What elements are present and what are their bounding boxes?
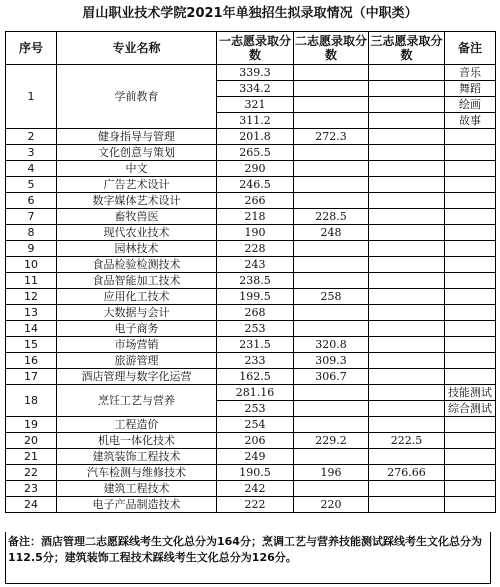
cell-seq: 6 bbox=[6, 193, 57, 209]
cell-first: 266 bbox=[217, 193, 294, 209]
cell-note: 综合测试 bbox=[445, 401, 496, 417]
cell-third bbox=[369, 145, 445, 161]
cell-third bbox=[369, 257, 445, 273]
cell-major: 园林技术 bbox=[57, 241, 217, 257]
cell-major: 大数据与会计 bbox=[57, 305, 217, 321]
cell-seq: 3 bbox=[6, 145, 57, 161]
cell-note bbox=[445, 257, 496, 273]
cell-second bbox=[294, 113, 369, 129]
cell-major: 电子商务 bbox=[57, 321, 217, 337]
page-title: 眉山职业技术学院2021年单独招生拟录取情况（中职类） bbox=[82, 6, 418, 21]
cell-major: 建筑工程技术 bbox=[57, 481, 217, 497]
cell-seq: 14 bbox=[6, 321, 57, 337]
cell-note bbox=[445, 481, 496, 497]
cell-major: 文化创意与策划 bbox=[57, 145, 217, 161]
cell-third bbox=[369, 273, 445, 289]
cell-note: 音乐 bbox=[445, 65, 496, 81]
cell-first: 199.5 bbox=[217, 289, 294, 305]
cell-first: 290 bbox=[217, 161, 294, 177]
cell-seq: 10 bbox=[6, 257, 57, 273]
cell-seq: 13 bbox=[6, 305, 57, 321]
cell-second bbox=[294, 273, 369, 289]
table-row bbox=[6, 369, 496, 385]
cell-first: 339.3 bbox=[217, 65, 294, 81]
cell-first: 334.2 bbox=[217, 81, 294, 97]
cell-first: 238.5 bbox=[217, 273, 294, 289]
cell-note: 技能测试 bbox=[445, 385, 496, 401]
cell-major: 食品检验检测技术 bbox=[57, 257, 217, 273]
header-third-choice: 三志愿录取分数 bbox=[369, 32, 445, 65]
cell-seq: 2 bbox=[6, 129, 57, 145]
cell-second: 229.2 bbox=[294, 433, 369, 449]
cell-major: 健身指导与管理 bbox=[57, 129, 217, 145]
cell-note bbox=[445, 321, 496, 337]
cell-third bbox=[369, 449, 445, 465]
cell-first: 190.5 bbox=[217, 465, 294, 481]
cell-seq: 9 bbox=[6, 241, 57, 257]
cell-seq: 19 bbox=[6, 417, 57, 433]
cell-first: 228 bbox=[217, 241, 294, 257]
cell-first: 162.5 bbox=[217, 369, 294, 385]
cell-note bbox=[445, 273, 496, 289]
cell-third: 222.5 bbox=[369, 433, 445, 449]
cell-second bbox=[294, 417, 369, 433]
cell-third bbox=[369, 97, 445, 113]
cell-note bbox=[445, 241, 496, 257]
cell-third bbox=[369, 209, 445, 225]
cell-third bbox=[369, 353, 445, 369]
cell-seq: 23 bbox=[6, 481, 57, 497]
cell-major: 食品智能加工技术 bbox=[57, 273, 217, 289]
cell-note bbox=[445, 369, 496, 385]
cell-third bbox=[369, 81, 445, 97]
cell-note bbox=[445, 337, 496, 353]
cell-note bbox=[445, 161, 496, 177]
cell-third bbox=[369, 193, 445, 209]
cell-third bbox=[369, 401, 445, 417]
cell-note bbox=[445, 417, 496, 433]
cell-third bbox=[369, 161, 445, 177]
footnote: 备注：酒店管理二志愿踩线考生文化总分为164分；烹调工艺与营养技能测试踩线考生文化总分为112.5分；建筑装饰工程技术踩线考生文化总分为126分。 bbox=[5, 532, 491, 584]
header-second-choice: 二志愿录取分数 bbox=[294, 32, 369, 65]
admission-table bbox=[5, 31, 496, 513]
cell-second bbox=[294, 449, 369, 465]
cell-note bbox=[445, 497, 496, 513]
table-row bbox=[6, 241, 496, 257]
cell-note bbox=[445, 289, 496, 305]
cell-seq: 8 bbox=[6, 225, 57, 241]
cell-major: 畜牧兽医 bbox=[57, 209, 217, 225]
cell-third bbox=[369, 225, 445, 241]
cell-third bbox=[369, 481, 445, 497]
cell-second: 248 bbox=[294, 225, 369, 241]
cell-first: 311.2 bbox=[217, 113, 294, 129]
cell-seq: 1 bbox=[6, 65, 57, 129]
header-major: 专业名称 bbox=[57, 32, 217, 65]
cell-seq: 16 bbox=[6, 353, 57, 369]
cell-second bbox=[294, 177, 369, 193]
cell-first: 218 bbox=[217, 209, 294, 225]
cell-major: 工程造价 bbox=[57, 417, 217, 433]
cell-major: 广告艺术设计 bbox=[57, 177, 217, 193]
cell-seq: 4 bbox=[6, 161, 57, 177]
cell-major: 中文 bbox=[57, 161, 217, 177]
cell-major: 酒店管理与数字化运营 bbox=[57, 369, 217, 385]
cell-major: 烹饪工艺与营养 bbox=[57, 385, 217, 417]
cell-second: 306.7 bbox=[294, 369, 369, 385]
header-note: 备注 bbox=[445, 32, 496, 65]
cell-third bbox=[369, 113, 445, 129]
cell-major: 学前教育 bbox=[57, 65, 217, 129]
cell-third bbox=[369, 129, 445, 145]
table-row bbox=[6, 417, 496, 433]
cell-major: 市场营销 bbox=[57, 337, 217, 353]
cell-note: 绘画 bbox=[445, 97, 496, 113]
cell-third bbox=[369, 385, 445, 401]
cell-second bbox=[294, 305, 369, 321]
cell-second: 309.3 bbox=[294, 353, 369, 369]
cell-first: 254 bbox=[217, 417, 294, 433]
header-seq: 序号 bbox=[6, 32, 57, 65]
header-row bbox=[6, 32, 496, 65]
cell-first: 268 bbox=[217, 305, 294, 321]
cell-seq: 18 bbox=[6, 385, 57, 417]
cell-major: 旅游管理 bbox=[57, 353, 217, 369]
table-row bbox=[6, 225, 496, 241]
cell-seq: 24 bbox=[6, 497, 57, 513]
cell-second bbox=[294, 385, 369, 401]
table-row bbox=[6, 497, 496, 513]
cell-major: 建筑装饰工程技术 bbox=[57, 449, 217, 465]
table-row bbox=[6, 65, 496, 81]
cell-note bbox=[445, 145, 496, 161]
cell-third bbox=[369, 65, 445, 81]
cell-note bbox=[445, 465, 496, 481]
cell-first: 265.5 bbox=[217, 145, 294, 161]
cell-note bbox=[445, 305, 496, 321]
cell-note bbox=[445, 353, 496, 369]
cell-major: 机电一体化技术 bbox=[57, 433, 217, 449]
cell-note bbox=[445, 193, 496, 209]
table-row bbox=[6, 129, 496, 145]
cell-third bbox=[369, 337, 445, 353]
cell-note bbox=[445, 225, 496, 241]
cell-major: 现代农业技术 bbox=[57, 225, 217, 241]
table-row bbox=[6, 337, 496, 353]
cell-first: 253 bbox=[217, 321, 294, 337]
cell-major: 数字媒体艺术设计 bbox=[57, 193, 217, 209]
cell-note bbox=[445, 209, 496, 225]
cell-major: 电子产品制造技术 bbox=[57, 497, 217, 513]
cell-second bbox=[294, 161, 369, 177]
table-row bbox=[6, 305, 496, 321]
cell-first: 321 bbox=[217, 97, 294, 113]
cell-first: 253 bbox=[217, 401, 294, 417]
table-row bbox=[6, 449, 496, 465]
cell-third bbox=[369, 241, 445, 257]
table-row bbox=[6, 433, 496, 449]
cell-second bbox=[294, 145, 369, 161]
cell-second bbox=[294, 321, 369, 337]
header-first-choice: 一志愿录取分数 bbox=[217, 32, 294, 65]
cell-major: 应用化工技术 bbox=[57, 289, 217, 305]
cell-note bbox=[445, 449, 496, 465]
cell-second: 220 bbox=[294, 497, 369, 513]
table-row bbox=[6, 177, 496, 193]
cell-first: 243 bbox=[217, 257, 294, 273]
table-row bbox=[6, 193, 496, 209]
cell-seq: 17 bbox=[6, 369, 57, 385]
cell-first: 281.16 bbox=[217, 385, 294, 401]
cell-note bbox=[445, 433, 496, 449]
table-row bbox=[6, 161, 496, 177]
cell-second bbox=[294, 481, 369, 497]
table-row bbox=[6, 481, 496, 497]
table-row bbox=[6, 257, 496, 273]
cell-second bbox=[294, 81, 369, 97]
cell-second: 196 bbox=[294, 465, 369, 481]
cell-seq: 21 bbox=[6, 449, 57, 465]
cell-third: 276.66 bbox=[369, 465, 445, 481]
table-body bbox=[6, 65, 496, 513]
cell-seq: 22 bbox=[6, 465, 57, 481]
cell-first: 201.8 bbox=[217, 129, 294, 145]
cell-second bbox=[294, 65, 369, 81]
cell-first: 222 bbox=[217, 497, 294, 513]
table-row bbox=[6, 209, 496, 225]
cell-first: 242 bbox=[217, 481, 294, 497]
cell-first: 231.5 bbox=[217, 337, 294, 353]
cell-second: 320.8 bbox=[294, 337, 369, 353]
cell-third bbox=[369, 369, 445, 385]
cell-second bbox=[294, 401, 369, 417]
cell-third bbox=[369, 305, 445, 321]
cell-seq: 15 bbox=[6, 337, 57, 353]
cell-note: 舞蹈 bbox=[445, 81, 496, 97]
cell-second bbox=[294, 257, 369, 273]
cell-third bbox=[369, 177, 445, 193]
cell-seq: 20 bbox=[6, 433, 57, 449]
table-row bbox=[6, 273, 496, 289]
cell-second: 258 bbox=[294, 289, 369, 305]
table-row bbox=[6, 289, 496, 305]
table-row bbox=[6, 353, 496, 369]
table-row bbox=[6, 385, 496, 401]
cell-first: 249 bbox=[217, 449, 294, 465]
cell-first: 246.5 bbox=[217, 177, 294, 193]
cell-second bbox=[294, 241, 369, 257]
cell-note bbox=[445, 129, 496, 145]
cell-note bbox=[445, 177, 496, 193]
cell-seq: 7 bbox=[6, 209, 57, 225]
table-row bbox=[6, 465, 496, 481]
table-row bbox=[6, 321, 496, 337]
cell-third bbox=[369, 417, 445, 433]
cell-second bbox=[294, 193, 369, 209]
cell-major: 汽车检测与维修技术 bbox=[57, 465, 217, 481]
cell-third bbox=[369, 321, 445, 337]
cell-third bbox=[369, 289, 445, 305]
cell-third bbox=[369, 497, 445, 513]
cell-first: 190 bbox=[217, 225, 294, 241]
cell-seq: 12 bbox=[6, 289, 57, 305]
cell-note: 故事 bbox=[445, 113, 496, 129]
cell-second bbox=[294, 97, 369, 113]
cell-seq: 11 bbox=[6, 273, 57, 289]
cell-seq: 5 bbox=[6, 177, 57, 193]
cell-second: 272.3 bbox=[294, 129, 369, 145]
cell-first: 233 bbox=[217, 353, 294, 369]
cell-second: 228.5 bbox=[294, 209, 369, 225]
table-row bbox=[6, 145, 496, 161]
cell-first: 206 bbox=[217, 433, 294, 449]
